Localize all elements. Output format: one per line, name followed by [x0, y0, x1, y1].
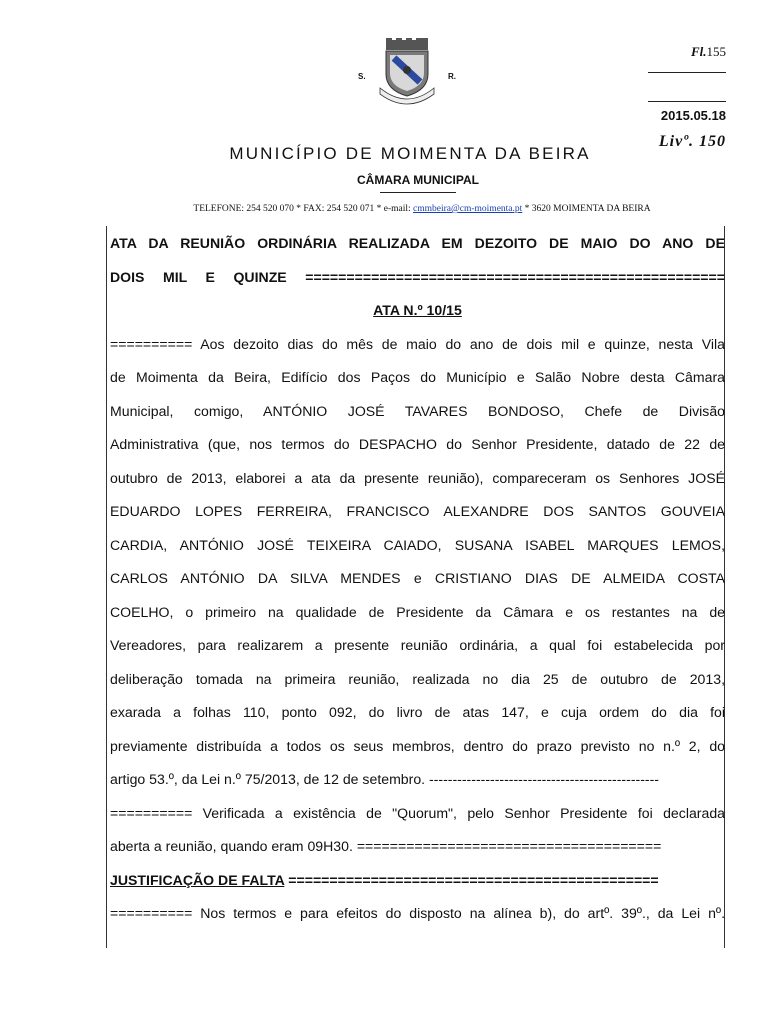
municipal-crest-icon	[372, 38, 442, 106]
folio-rule-bottom	[648, 101, 726, 102]
minutes-title-line-1: ATA DA REUNIÃO ORDINÁRIA REALIZADA EM DEZOITO DE MAIO DO ANO DE	[110, 235, 725, 251]
margin-rule-left	[106, 226, 107, 948]
chamber-underline	[380, 192, 456, 193]
ata-number: ATA N.º 10/15	[373, 302, 462, 318]
chamber-title: CÂMARA MUNICIPAL	[357, 173, 479, 187]
crest-letter-right: R.	[448, 72, 456, 81]
body-line: artigo 53.º, da Lei n.º 75/2013, de 12 de setembro. -------------------------------------------------	[110, 771, 659, 787]
ata-number-line	[110, 294, 725, 328]
justification-rule: =============================================	[284, 871, 659, 888]
body-line: ========== Verificada a existência de "Quorum", pelo Senhor Presidente foi declarada	[110, 804, 725, 821]
body-line: Administrativa (que, nos termos do DESPACHO do Senhor Presidente, datado de 22 de	[110, 436, 725, 452]
body-line: exarada a folhas 110, ponto 092, do livro de atas 147, e cuja ordem do dia foi	[110, 704, 725, 720]
folio-number	[648, 44, 726, 60]
folio-rule-top	[648, 72, 726, 73]
contact-phone-fax: TELEFONE: 254 520 070 * FAX: 254 520 071 * e-mail:	[193, 204, 414, 214]
minutes-date: 2015.05.18	[660, 108, 726, 123]
body-line: outubro de 2013, elaborei a ata da presente reunião), compareceram os Senhores JOSÉ	[110, 469, 725, 486]
body-line: de Moimenta da Beira, Edifício dos Paços do Município e Salão Nobre desta Câmara	[110, 369, 725, 385]
body-line: ========== Nos termos e para efeitos do disposto na alínea b), do artº. 39º., da Lei nº.	[110, 905, 725, 921]
minutes-body	[110, 227, 725, 931]
body-line: CARDIA, ANTÓNIO JOSÉ TEIXEIRA CAIADO, SUSANA ISABEL MARQUES LEMOS,	[110, 536, 725, 553]
body-line: previamente distribuída a todos os seus membros, dentro do prazo previsto no n.º 2, do	[110, 737, 725, 754]
body-line: EDUARDO LOPES FERREIRA, FRANCISCO ALEXANDRE DOS SANTOS GOUVEIA	[110, 503, 725, 519]
justification-heading: JUSTIFICAÇÃO DE FALTA	[110, 871, 285, 888]
body-line: Vereadores, para realizarem a presente reunião ordinária, a qual foi estabelecida por	[110, 637, 725, 653]
body-line: ========== Aos dezoito dias do mês de maio do ano de dois mil e quinze, nesta Vila	[110, 335, 725, 352]
body-line: deliberação tomada na primeira reunião, realizada no dia 25 de outubro de 2013,	[110, 670, 725, 687]
minutes-title-line-2: DOIS MIL E QUINZE ===================================================	[110, 268, 725, 285]
municipality-title: MUNICÍPIO DE MOIMENTA DA BEIRA	[229, 144, 591, 163]
contact-address: * 3620 MOIMENTA DA BEIRA	[522, 204, 651, 214]
body-line: aberta a reunião, quando eram 09H30. =====================================	[110, 838, 662, 854]
crest-letter-left: S.	[358, 72, 366, 81]
folio-prefix: Fl.	[690, 44, 707, 59]
contact-email-link[interactable]: cmmbeira@cm-moimenta.pt	[413, 204, 523, 214]
body-line: CARLOS ANTÓNIO DA SILVA MENDES e CRISTIANO DIAS DE ALMEIDA COSTA	[110, 570, 725, 586]
folio-value: 155	[706, 44, 726, 59]
book-number: Livº. 150	[658, 133, 726, 150]
contact-line	[100, 204, 744, 214]
justification-heading-line	[110, 864, 725, 898]
body-line: COELHO, o primeiro na qualidade de Presidente da Câmara e os restantes na de	[110, 603, 725, 620]
body-line: Municipal, comigo, ANTÓNIO JOSÉ TAVARES BONDOSO, Chefe de Divisão	[110, 402, 725, 419]
